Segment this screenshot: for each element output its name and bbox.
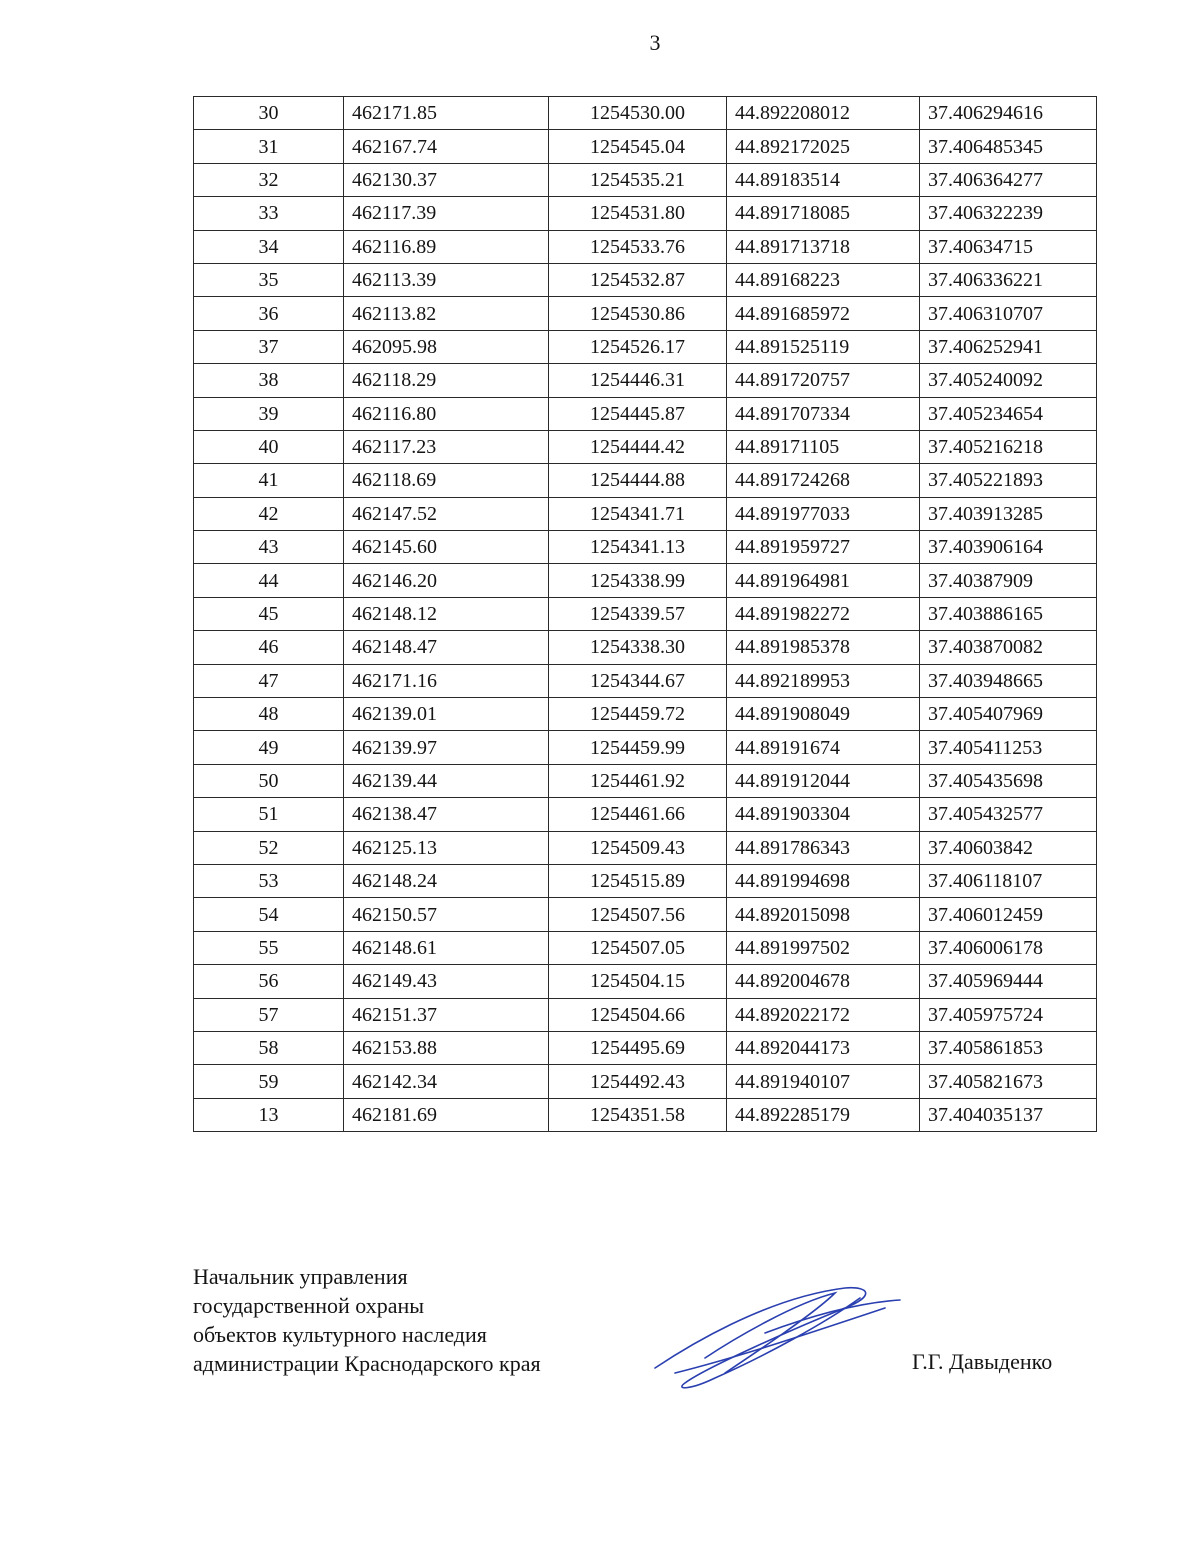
table-row: [194, 130, 1097, 163]
latitude-cell: 44.89191674: [727, 731, 920, 764]
latitude-cell: 44.891997502: [727, 931, 920, 964]
longitude-cell: 37.406364277: [920, 163, 1097, 196]
latitude-cell: 44.891713718: [727, 230, 920, 263]
longitude-cell: 37.403906164: [920, 531, 1097, 564]
table-row: [194, 664, 1097, 697]
longitude-cell: 37.405216218: [920, 430, 1097, 463]
x-coordinate-cell: 462139.01: [344, 698, 549, 731]
table-row: [194, 831, 1097, 864]
latitude-cell: 44.891982272: [727, 597, 920, 630]
coordinates-table-body: [194, 97, 1097, 1132]
table-row: [194, 330, 1097, 363]
x-coordinate-cell: 462171.85: [344, 97, 549, 130]
y-coordinate-cell: 1254507.05: [549, 931, 727, 964]
signature-block: [193, 1262, 541, 1378]
table-row: [194, 931, 1097, 964]
point-number-cell: 42: [194, 497, 344, 530]
latitude-cell: 44.891964981: [727, 564, 920, 597]
longitude-cell: 37.406294616: [920, 97, 1097, 130]
point-number-cell: 47: [194, 664, 344, 697]
point-number-cell: 44: [194, 564, 344, 597]
point-number-cell: 53: [194, 864, 344, 897]
point-number-cell: 49: [194, 731, 344, 764]
table-row: [194, 531, 1097, 564]
point-number-cell: 55: [194, 931, 344, 964]
latitude-cell: 44.891912044: [727, 764, 920, 797]
y-coordinate-cell: 1254444.42: [549, 430, 727, 463]
point-number-cell: 37: [194, 330, 344, 363]
y-coordinate-cell: 1254341.13: [549, 531, 727, 564]
x-coordinate-cell: 462148.47: [344, 631, 549, 664]
latitude-cell: 44.892022172: [727, 998, 920, 1031]
point-number-cell: 51: [194, 798, 344, 831]
x-coordinate-cell: 462125.13: [344, 831, 549, 864]
table-row: [194, 998, 1097, 1031]
latitude-cell: 44.891908049: [727, 698, 920, 731]
latitude-cell: 44.891685972: [727, 297, 920, 330]
longitude-cell: 37.406252941: [920, 330, 1097, 363]
y-coordinate-cell: 1254532.87: [549, 263, 727, 296]
latitude-cell: 44.891985378: [727, 631, 920, 664]
y-coordinate-cell: 1254509.43: [549, 831, 727, 864]
y-coordinate-cell: 1254545.04: [549, 130, 727, 163]
x-coordinate-cell: 462148.24: [344, 864, 549, 897]
table-row: [194, 698, 1097, 731]
longitude-cell: 37.406322239: [920, 197, 1097, 230]
y-coordinate-cell: 1254446.31: [549, 364, 727, 397]
x-coordinate-cell: 462145.60: [344, 531, 549, 564]
point-number-cell: 58: [194, 1031, 344, 1064]
table-row: [194, 364, 1097, 397]
table-row: [194, 163, 1097, 196]
y-coordinate-cell: 1254515.89: [549, 864, 727, 897]
latitude-cell: 44.891959727: [727, 531, 920, 564]
x-coordinate-cell: 462139.44: [344, 764, 549, 797]
y-coordinate-cell: 1254445.87: [549, 397, 727, 430]
x-coordinate-cell: 462149.43: [344, 965, 549, 998]
latitude-cell: 44.892044173: [727, 1031, 920, 1064]
x-coordinate-cell: 462167.74: [344, 130, 549, 163]
longitude-cell: 37.403913285: [920, 497, 1097, 530]
y-coordinate-cell: 1254504.66: [549, 998, 727, 1031]
x-coordinate-cell: 462118.29: [344, 364, 549, 397]
y-coordinate-cell: 1254530.86: [549, 297, 727, 330]
table-row: [194, 864, 1097, 897]
longitude-cell: 37.405861853: [920, 1031, 1097, 1064]
x-coordinate-cell: 462171.16: [344, 664, 549, 697]
table-row: [194, 197, 1097, 230]
y-coordinate-cell: 1254507.56: [549, 898, 727, 931]
point-number-cell: 31: [194, 130, 344, 163]
x-coordinate-cell: 462117.23: [344, 430, 549, 463]
longitude-cell: 37.406310707: [920, 297, 1097, 330]
table-row: [194, 631, 1097, 664]
table-row: [194, 764, 1097, 797]
point-number-cell: 59: [194, 1065, 344, 1098]
longitude-cell: 37.406118107: [920, 864, 1097, 897]
longitude-cell: 37.405407969: [920, 698, 1097, 731]
point-number-cell: 46: [194, 631, 344, 664]
table-row: [194, 965, 1097, 998]
latitude-cell: 44.891977033: [727, 497, 920, 530]
longitude-cell: 37.403948665: [920, 664, 1097, 697]
point-number-cell: 34: [194, 230, 344, 263]
longitude-cell: 37.405411253: [920, 731, 1097, 764]
point-number-cell: 35: [194, 263, 344, 296]
y-coordinate-cell: 1254459.72: [549, 698, 727, 731]
position-line-4: администрации Краснодарского края: [193, 1351, 541, 1376]
latitude-cell: 44.891786343: [727, 831, 920, 864]
y-coordinate-cell: 1254339.57: [549, 597, 727, 630]
longitude-cell: 37.405969444: [920, 965, 1097, 998]
longitude-cell: 37.405432577: [920, 798, 1097, 831]
table-row: [194, 1031, 1097, 1064]
y-coordinate-cell: 1254492.43: [549, 1065, 727, 1098]
x-coordinate-cell: 462139.97: [344, 731, 549, 764]
table-row: [194, 464, 1097, 497]
longitude-cell: 37.405240092: [920, 364, 1097, 397]
latitude-cell: 44.892004678: [727, 965, 920, 998]
longitude-cell: 37.405975724: [920, 998, 1097, 1031]
x-coordinate-cell: 462150.57: [344, 898, 549, 931]
longitude-cell: 37.40387909: [920, 564, 1097, 597]
x-coordinate-cell: 462181.69: [344, 1098, 549, 1131]
coordinates-table: [193, 96, 1097, 1132]
x-coordinate-cell: 462146.20: [344, 564, 549, 597]
y-coordinate-cell: 1254341.71: [549, 497, 727, 530]
table-row: [194, 798, 1097, 831]
table-row: [194, 230, 1097, 263]
latitude-cell: 44.892285179: [727, 1098, 920, 1131]
table-row: [194, 564, 1097, 597]
latitude-cell: 44.89183514: [727, 163, 920, 196]
longitude-cell: 37.40603842: [920, 831, 1097, 864]
y-coordinate-cell: 1254461.66: [549, 798, 727, 831]
table-row: [194, 597, 1097, 630]
y-coordinate-cell: 1254504.15: [549, 965, 727, 998]
x-coordinate-cell: 462153.88: [344, 1031, 549, 1064]
y-coordinate-cell: 1254530.00: [549, 97, 727, 130]
point-number-cell: 41: [194, 464, 344, 497]
position-line-3: объектов культурного наследия: [193, 1322, 487, 1347]
y-coordinate-cell: 1254533.76: [549, 230, 727, 263]
x-coordinate-cell: 462138.47: [344, 798, 549, 831]
table-row: [194, 263, 1097, 296]
point-number-cell: 30: [194, 97, 344, 130]
table-row: [194, 397, 1097, 430]
y-coordinate-cell: 1254535.21: [549, 163, 727, 196]
x-coordinate-cell: 462148.61: [344, 931, 549, 964]
longitude-cell: 37.406336221: [920, 263, 1097, 296]
table-row: [194, 898, 1097, 931]
latitude-cell: 44.891720757: [727, 364, 920, 397]
x-coordinate-cell: 462148.12: [344, 597, 549, 630]
table-row: [194, 430, 1097, 463]
x-coordinate-cell: 462142.34: [344, 1065, 549, 1098]
latitude-cell: 44.891707334: [727, 397, 920, 430]
longitude-cell: 37.403886165: [920, 597, 1097, 630]
latitude-cell: 44.892208012: [727, 97, 920, 130]
longitude-cell: 37.405821673: [920, 1065, 1097, 1098]
position-line-2: государственной охраны: [193, 1293, 425, 1318]
table-row: [194, 1065, 1097, 1098]
latitude-cell: 44.89171105: [727, 430, 920, 463]
point-number-cell: 13: [194, 1098, 344, 1131]
latitude-cell: 44.891903304: [727, 798, 920, 831]
point-number-cell: 45: [194, 597, 344, 630]
longitude-cell: 37.403870082: [920, 631, 1097, 664]
y-coordinate-cell: 1254338.30: [549, 631, 727, 664]
y-coordinate-cell: 1254531.80: [549, 197, 727, 230]
latitude-cell: 44.891718085: [727, 197, 920, 230]
x-coordinate-cell: 462113.39: [344, 263, 549, 296]
point-number-cell: 57: [194, 998, 344, 1031]
table-row: [194, 731, 1097, 764]
page-number: 3: [649, 30, 661, 55]
point-number-cell: 43: [194, 531, 344, 564]
point-number-cell: 32: [194, 163, 344, 196]
longitude-cell: 37.406485345: [920, 130, 1097, 163]
y-coordinate-cell: 1254495.69: [549, 1031, 727, 1064]
x-coordinate-cell: 462118.69: [344, 464, 549, 497]
point-number-cell: 48: [194, 698, 344, 731]
handwritten-signature: [645, 1278, 905, 1398]
y-coordinate-cell: 1254459.99: [549, 731, 727, 764]
latitude-cell: 44.892015098: [727, 898, 920, 931]
longitude-cell: 37.406006178: [920, 931, 1097, 964]
longitude-cell: 37.405221893: [920, 464, 1097, 497]
y-coordinate-cell: 1254444.88: [549, 464, 727, 497]
latitude-cell: 44.891525119: [727, 330, 920, 363]
point-number-cell: 33: [194, 197, 344, 230]
longitude-cell: 37.405234654: [920, 397, 1097, 430]
table-row: [194, 497, 1097, 530]
table-row: [194, 1098, 1097, 1131]
x-coordinate-cell: 462147.52: [344, 497, 549, 530]
point-number-cell: 56: [194, 965, 344, 998]
x-coordinate-cell: 462116.89: [344, 230, 549, 263]
longitude-cell: 37.40634715: [920, 230, 1097, 263]
latitude-cell: 44.89168223: [727, 263, 920, 296]
latitude-cell: 44.892172025: [727, 130, 920, 163]
longitude-cell: 37.406012459: [920, 898, 1097, 931]
x-coordinate-cell: 462113.82: [344, 297, 549, 330]
y-coordinate-cell: 1254344.67: [549, 664, 727, 697]
position-line-1: Начальник управления: [193, 1264, 408, 1289]
point-number-cell: 54: [194, 898, 344, 931]
latitude-cell: 44.891994698: [727, 864, 920, 897]
longitude-cell: 37.404035137: [920, 1098, 1097, 1131]
longitude-cell: 37.405435698: [920, 764, 1097, 797]
y-coordinate-cell: 1254526.17: [549, 330, 727, 363]
point-number-cell: 39: [194, 397, 344, 430]
y-coordinate-cell: 1254461.92: [549, 764, 727, 797]
point-number-cell: 50: [194, 764, 344, 797]
point-number-cell: 38: [194, 364, 344, 397]
x-coordinate-cell: 462151.37: [344, 998, 549, 1031]
latitude-cell: 44.891724268: [727, 464, 920, 497]
latitude-cell: 44.891940107: [727, 1065, 920, 1098]
point-number-cell: 40: [194, 430, 344, 463]
x-coordinate-cell: 462130.37: [344, 163, 549, 196]
y-coordinate-cell: 1254338.99: [549, 564, 727, 597]
latitude-cell: 44.892189953: [727, 664, 920, 697]
table-row: [194, 97, 1097, 130]
point-number-cell: 52: [194, 831, 344, 864]
x-coordinate-cell: 462095.98: [344, 330, 549, 363]
signer-name: Г.Г. Давыденко: [912, 1349, 1053, 1374]
y-coordinate-cell: 1254351.58: [549, 1098, 727, 1131]
x-coordinate-cell: 462116.80: [344, 397, 549, 430]
point-number-cell: 36: [194, 297, 344, 330]
table-row: [194, 297, 1097, 330]
x-coordinate-cell: 462117.39: [344, 197, 549, 230]
